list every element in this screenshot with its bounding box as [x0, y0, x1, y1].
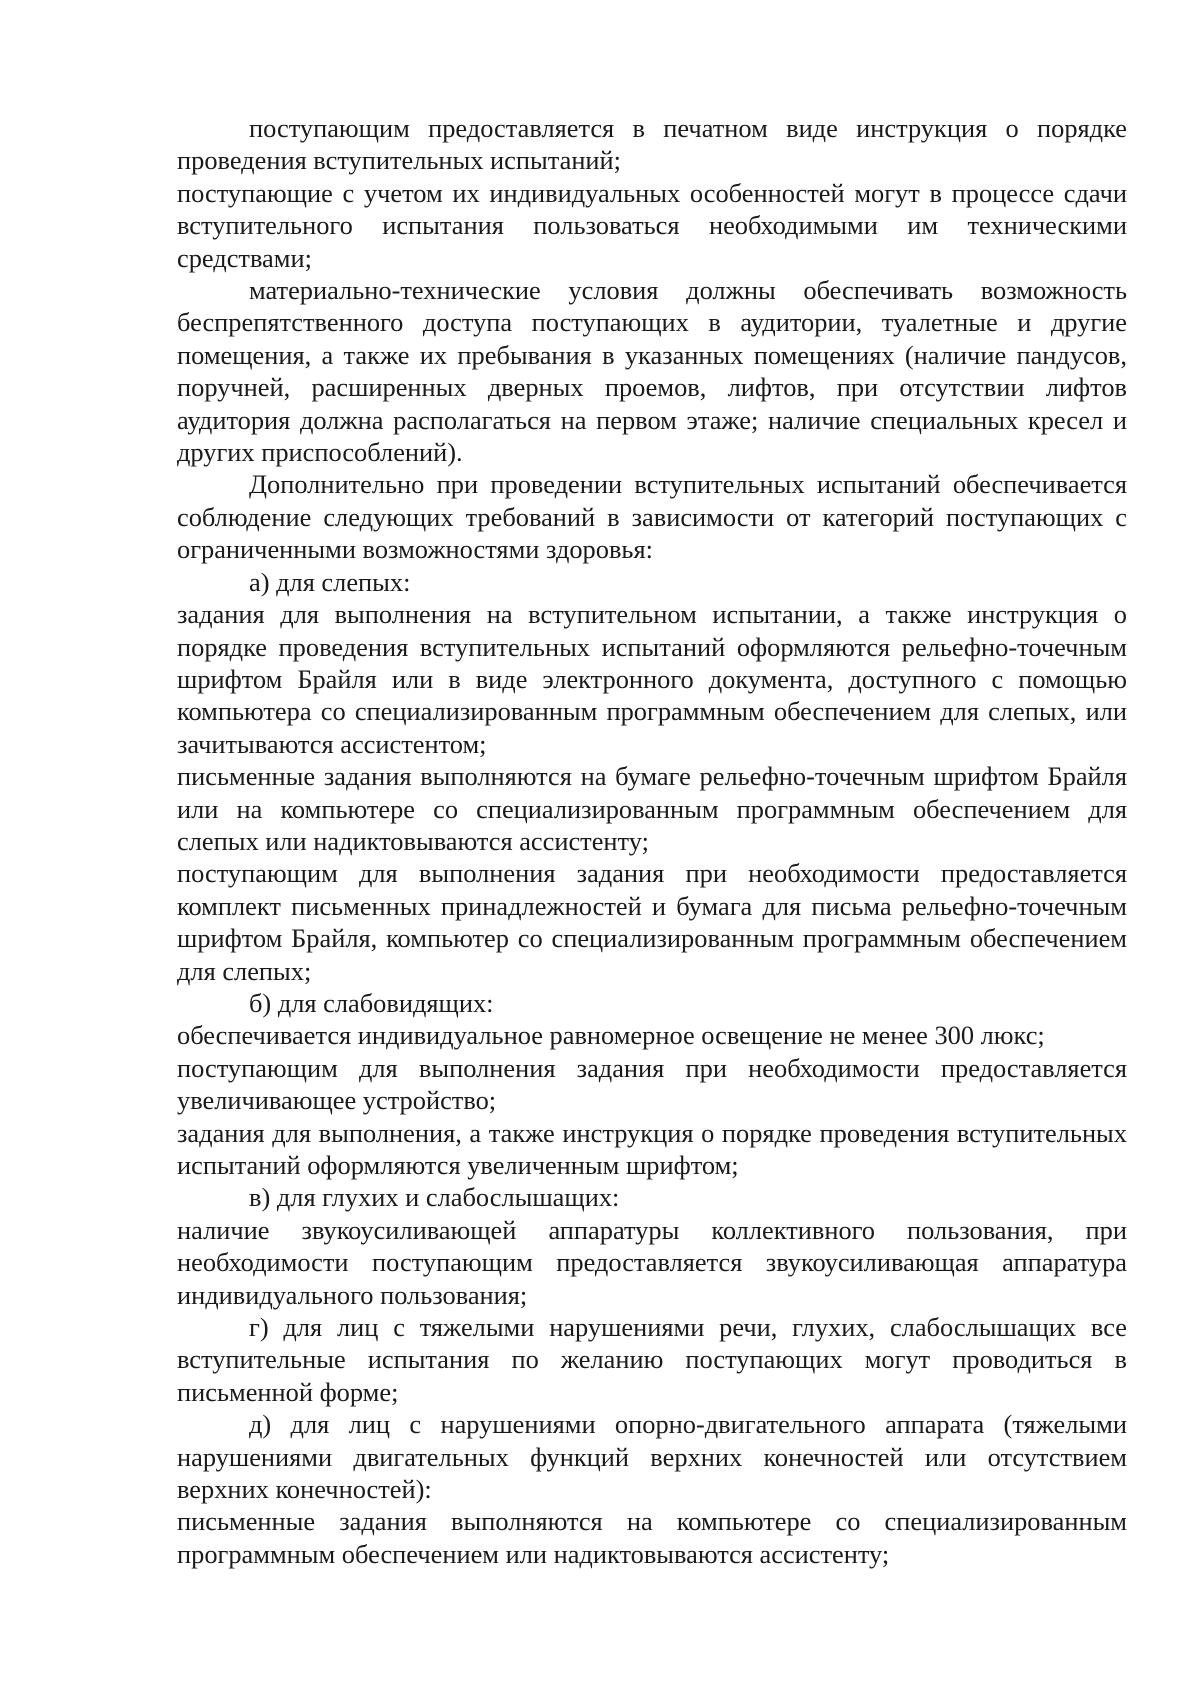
paragraph-lighting: обеспечивается индивидуальное равномерное освещение не менее 300 люкс;: [177, 1020, 1045, 1051]
paragraph-blind-supplies: поступающим для выполнения задания при необходимости предоставляется комплект письменных принадлежностей и бумага для письма рельефно-точечным шрифтом Брайля, компьютер со специализированным программным обеспечением для слепых;: [177, 858, 1127, 986]
paragraph-printed-instruction: поступающим предоставляется в печатном виде инструкция о порядке проведения вступительных испытаний;: [177, 113, 1127, 176]
paragraph-blind-written: письменные задания выполняются на бумаге рельефно-точечным шрифтом Брайля или на компьютере со специализированным программным обеспечением для слепых или надиктовываются ассистенту;: [177, 761, 1127, 856]
document-body: [177, 112, 1127, 1570]
heading-visually-impaired: б) для слабовидящих:: [249, 987, 494, 1018]
paragraph-enlarged-font: задания для выполнения, а также инструкция о порядке проведения вступительных испытаний оформляются увеличенным шрифтом;: [177, 1117, 1127, 1180]
paragraph-speech-impairments: г) для лиц с тяжелыми нарушениями речи, глухих, слабослышащих все вступительные испытания по желанию поступающих могут проводиться в письменной форме;: [177, 1312, 1127, 1407]
paragraph-computer-tasks: письменные задания выполняются на компьютере со специализированным программным обеспечением или надиктовываются ассистенту;: [177, 1506, 1127, 1569]
paragraph-sound-equipment: наличие звукоусиливающей аппаратуры коллективного пользования, при необходимости поступающим предоставляется звукоусиливающая аппаратура индивидуального пользования;: [177, 1214, 1127, 1310]
paragraph-blind-tasks: задания для выполнения на вступительном испытании, а также инструкция о порядке проведения вступительных испытаний оформляются рельефно-точечным шрифтом Брайля или в виде электронного документа, доступного с помощью компьютера со специализированным программным обеспечением для слепых, или зачитываются ассистентом;: [177, 599, 1127, 759]
paragraph-technical-means: поступающие с учетом их индивидуальных особенностей могут в процессе сдачи вступительного испытания пользоваться необходимыми им техническими средствами;: [177, 177, 1127, 273]
paragraph-material-conditions: материально-технические условия должны обеспечивать возможность беспрепятственного доступа поступающих в аудитории, туалетные и другие помещения, а также их пребывания в указанных помещениях (наличие пандусов, поручней, расширенных дверных проемов, лифтов, при отсутствии лифтов аудитория должна располагаться на первом этаже; наличие специальных кресел и других приспособлений).: [177, 275, 1127, 468]
paragraph-magnifier: поступающим для выполнения задания при необходимости предоставляется увеличивающее устройство;: [177, 1052, 1127, 1116]
paragraph-musculoskeletal: д) для лиц с нарушениями опорно-двигательного аппарата (тяжелыми нарушениями двигательных функций верхних конечностей или отсутствием верхних конечностей):: [177, 1409, 1127, 1505]
heading-deaf: в) для глухих и слабослышащих:: [249, 1182, 620, 1213]
paragraph-additional-requirements: Дополнительно при проведении вступительных испытаний обеспечивается соблюдение следующих требований в зависимости от категорий поступающих с ограниченными возможностями здоровья:: [177, 469, 1127, 565]
heading-blind: а) для слепых:: [249, 566, 411, 597]
